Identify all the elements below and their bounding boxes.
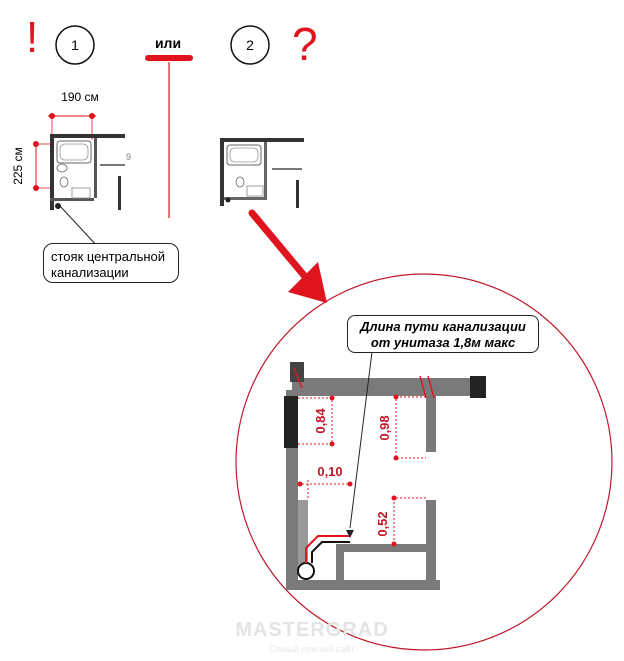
wall-corner (290, 362, 304, 382)
path-note-line1: Длина пути канализации (360, 319, 526, 334)
height-label: 225 см (11, 147, 25, 185)
measure-098-line (396, 397, 426, 458)
wall-bottom (286, 580, 440, 590)
question-mark: ? (292, 18, 318, 70)
measure-010-label: 0,10 (317, 464, 343, 479)
wall (50, 134, 125, 138)
detail-plan (284, 362, 486, 590)
separator-word: или (154, 35, 182, 51)
width-label: 190 см (61, 90, 99, 104)
measure-052-line (394, 498, 426, 544)
detail-measurements (298, 395, 427, 547)
wall (272, 168, 302, 170)
sink (57, 164, 67, 172)
bathtub-side (336, 544, 344, 582)
wall (118, 176, 121, 210)
measure-084-label: 0,84 (313, 408, 328, 434)
option-2-label: 2 (246, 37, 254, 53)
zoom-arrow (252, 213, 327, 303)
wall (220, 138, 224, 206)
wall-top (292, 378, 476, 396)
wall (94, 138, 97, 198)
measure-052-label: 0,52 (375, 511, 390, 537)
watermark-sub: Самый нужный сайт (269, 644, 355, 654)
bathtub-edge (336, 544, 428, 552)
wall (264, 142, 267, 200)
watermark-main: MASTERGRAD (235, 619, 389, 641)
exclamation-mark: ! (26, 13, 39, 62)
wall (296, 180, 299, 208)
riser-callout (43, 243, 179, 283)
toilet (236, 177, 244, 187)
toilet (60, 177, 68, 187)
riser-callout-line1: стояк центральной (51, 249, 166, 264)
plan-option-1 (11, 90, 131, 210)
path-note-line2: от унитаза 1,8м макс (370, 335, 516, 350)
riser-callout-pointer (60, 206, 98, 247)
riser-pipe (298, 563, 314, 579)
wall (100, 164, 125, 166)
wall-partition-lower (426, 500, 436, 582)
option-1-label: 1 (71, 37, 79, 53)
riser-callout-line2: канализации (51, 265, 129, 280)
svg-text:9: 9 (126, 152, 132, 162)
wall-top-end (470, 376, 486, 398)
measure-098-label: 0,98 (377, 415, 392, 441)
path-length-note (347, 315, 539, 353)
riser-point (226, 198, 231, 203)
wall (50, 198, 94, 201)
wall-left-dark (284, 396, 298, 448)
plan-option-2 (220, 138, 304, 208)
wall-partition-upper (426, 396, 436, 452)
wall (220, 138, 304, 142)
